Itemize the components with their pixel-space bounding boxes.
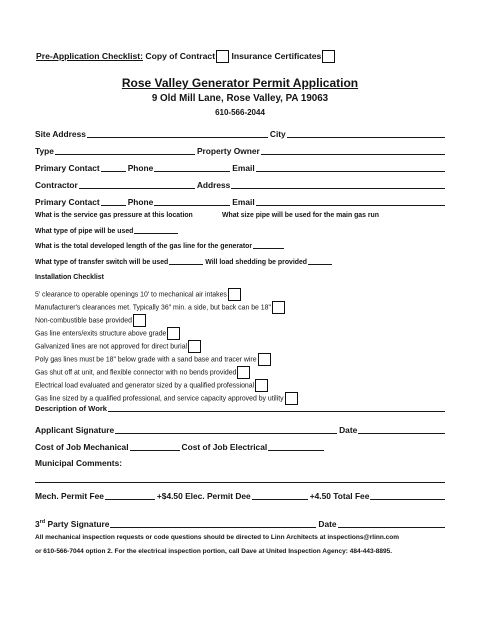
email-field-2[interactable] xyxy=(256,205,445,206)
city-field[interactable] xyxy=(287,137,445,138)
description-row xyxy=(35,404,447,413)
checklist-item-checkbox[interactable] xyxy=(167,327,180,340)
email-label: Email xyxy=(232,163,255,173)
municipal-comments-label: Municipal Comments: xyxy=(35,458,123,468)
mech-fee-field[interactable] xyxy=(105,499,155,500)
checklist-item-checkbox[interactable] xyxy=(237,366,250,379)
phone-label-2: Phone xyxy=(127,197,154,207)
copy-contract-label: Copy of Contract xyxy=(145,50,216,61)
checklist-item-checkbox[interactable] xyxy=(188,340,201,353)
mech-fee-label: Mech. Permit Fee xyxy=(35,491,104,501)
checklist-item xyxy=(35,327,298,340)
description-label: Description of Work xyxy=(35,404,108,413)
contractor-field[interactable] xyxy=(79,188,195,189)
applicant-signature-label: Applicant Signature xyxy=(35,425,115,435)
pipe-type-field[interactable] xyxy=(134,233,178,234)
installation-checklist-title: Installation Checklist xyxy=(35,274,104,281)
third-party-signature-row xyxy=(35,519,447,529)
page-title: Rose Valley Generator Permit Application xyxy=(121,76,359,90)
contractor-label: Contractor xyxy=(35,180,78,190)
checklist-item-checkbox[interactable] xyxy=(255,379,268,392)
office-address: 9 Old Mill Lane, Rose Valley, PA 19063 xyxy=(151,93,329,104)
pipe-length-field[interactable] xyxy=(253,248,284,249)
date-field[interactable] xyxy=(358,433,445,434)
address-label: Address xyxy=(196,180,231,190)
load-shedding-field[interactable] xyxy=(308,264,332,265)
checklist-label: Pre-Application Checklist: xyxy=(36,50,143,61)
checklist-item-label: Manufacturer's clearances met. Typically 36" min. a side, but back can be 18" xyxy=(35,304,271,312)
checklist-item xyxy=(35,353,298,366)
pre-application-checklist xyxy=(36,50,335,63)
cost-mechanical-field[interactable] xyxy=(130,450,180,451)
primary-contact-field-2[interactable] xyxy=(101,205,126,206)
copy-contract-checkbox[interactable] xyxy=(216,50,229,63)
insurance-checkbox[interactable] xyxy=(322,50,335,63)
third-party-signature-label: 3rd Party Signature xyxy=(35,519,110,529)
checklist-item xyxy=(35,301,298,314)
type-row xyxy=(35,146,447,156)
transfer-switch-row xyxy=(35,259,447,266)
footer-line-1: All mechanical inspection requests or code questions should be directed to Linn Architects at inspections@rlinn.com xyxy=(35,534,400,541)
office-phone: 610-566-2044 xyxy=(215,108,265,117)
type-label: Type xyxy=(35,146,54,156)
checklist-item-checkbox[interactable] xyxy=(258,353,271,366)
pipe-size-question: What size pipe will be used for the main gas run xyxy=(222,212,379,219)
phone-label: Phone xyxy=(127,163,154,173)
property-owner-label: Property Owner xyxy=(196,146,260,156)
primary-contact-row xyxy=(35,163,447,173)
checklist-item xyxy=(35,340,298,353)
third-party-signature-field[interactable] xyxy=(110,527,316,528)
contractor-row xyxy=(35,180,447,190)
checklist-item xyxy=(35,288,298,301)
site-address-field[interactable] xyxy=(87,137,268,138)
date-label-2: Date xyxy=(318,519,337,529)
pipe-type-question: What type of pipe will be used xyxy=(35,228,134,235)
address-field[interactable] xyxy=(231,188,445,189)
date-field-2[interactable] xyxy=(338,527,445,528)
checklist-item-checkbox[interactable] xyxy=(272,301,285,314)
fees-row xyxy=(35,491,447,501)
pipe-length-question: What is the total developed length of the gas line for the generator xyxy=(35,243,253,250)
site-address-row xyxy=(35,129,447,139)
footer-line-2: or 610-566-7044 option 2. For the electrical inspection portion, call Dave at United Inspection Agency: 484-443-8895. xyxy=(35,548,393,555)
transfer-switch-field[interactable] xyxy=(169,264,203,265)
checklist-item-label: Gas line enters/exits structure above grade xyxy=(35,330,167,338)
checklist-item-label: Poly gas lines must be 18" below grade with a sand base and tracer wire xyxy=(35,356,257,364)
gas-pressure-question: What is the service gas pressure at this location xyxy=(35,212,193,219)
checklist-item-label: Non-combustible base provided xyxy=(35,317,132,325)
checklist-item-label: 5' clearance to operable openings 10' to mechanical air intakes xyxy=(35,291,227,299)
city-label: City xyxy=(269,129,286,139)
total-fee-label: +4.50 Total Fee xyxy=(309,491,370,501)
email-label-2: Email xyxy=(232,197,255,207)
primary-contact-label: Primary Contact xyxy=(35,163,100,173)
phone-field[interactable] xyxy=(154,171,230,172)
checklist-item xyxy=(35,379,298,392)
elec-fee-field[interactable] xyxy=(252,499,308,500)
applicant-signature-row xyxy=(35,425,447,435)
primary-contact-row-2 xyxy=(35,197,447,207)
description-field[interactable] xyxy=(108,411,445,412)
cost-electrical-field[interactable] xyxy=(268,450,324,451)
phone-field-2[interactable] xyxy=(154,205,230,206)
cost-electrical-label: Cost of Job Electrical xyxy=(181,442,268,452)
primary-contact-label-2: Primary Contact xyxy=(35,197,100,207)
site-address-label: Site Address xyxy=(35,129,86,139)
pipe-length-row xyxy=(35,243,447,250)
checklist-item-checkbox[interactable] xyxy=(133,314,146,327)
checklist-item-label: Gas shut off at unit, and flexible connector with no bends provided xyxy=(35,369,237,377)
date-label: Date xyxy=(339,425,358,435)
checklist-item-checkbox[interactable] xyxy=(228,288,241,301)
checklist-item-label: Galvanized lines are not approved for direct burial xyxy=(35,343,188,351)
cost-mechanical-label: Cost of Job Mechanical xyxy=(35,442,129,452)
applicant-signature-field[interactable] xyxy=(115,433,337,434)
total-fee-field[interactable] xyxy=(370,499,445,500)
email-field[interactable] xyxy=(256,171,445,172)
load-shedding-question: Will load shedding be provided xyxy=(205,259,308,266)
property-owner-field[interactable] xyxy=(261,154,445,155)
cost-row xyxy=(35,442,447,452)
pipe-type-row xyxy=(35,228,447,235)
municipal-comments-field[interactable] xyxy=(35,482,445,483)
type-field[interactable] xyxy=(55,154,195,155)
elec-fee-label: +$4.50 Elec. Permit Dee xyxy=(156,491,251,501)
transfer-switch-question: What type of transfer switch will be used xyxy=(35,259,169,266)
checklist-item-label: Gas line sized by a qualified professional, and service capacity approved by utility xyxy=(35,395,284,403)
checklist-item xyxy=(35,366,298,379)
installation-checklist xyxy=(35,288,298,405)
primary-contact-field[interactable] xyxy=(101,171,126,172)
checklist-item-label: Electrical load evaluated and generator sized by a qualified professional xyxy=(35,382,255,390)
checklist-item xyxy=(35,314,298,327)
insurance-label: Insurance Certificates xyxy=(231,50,322,61)
